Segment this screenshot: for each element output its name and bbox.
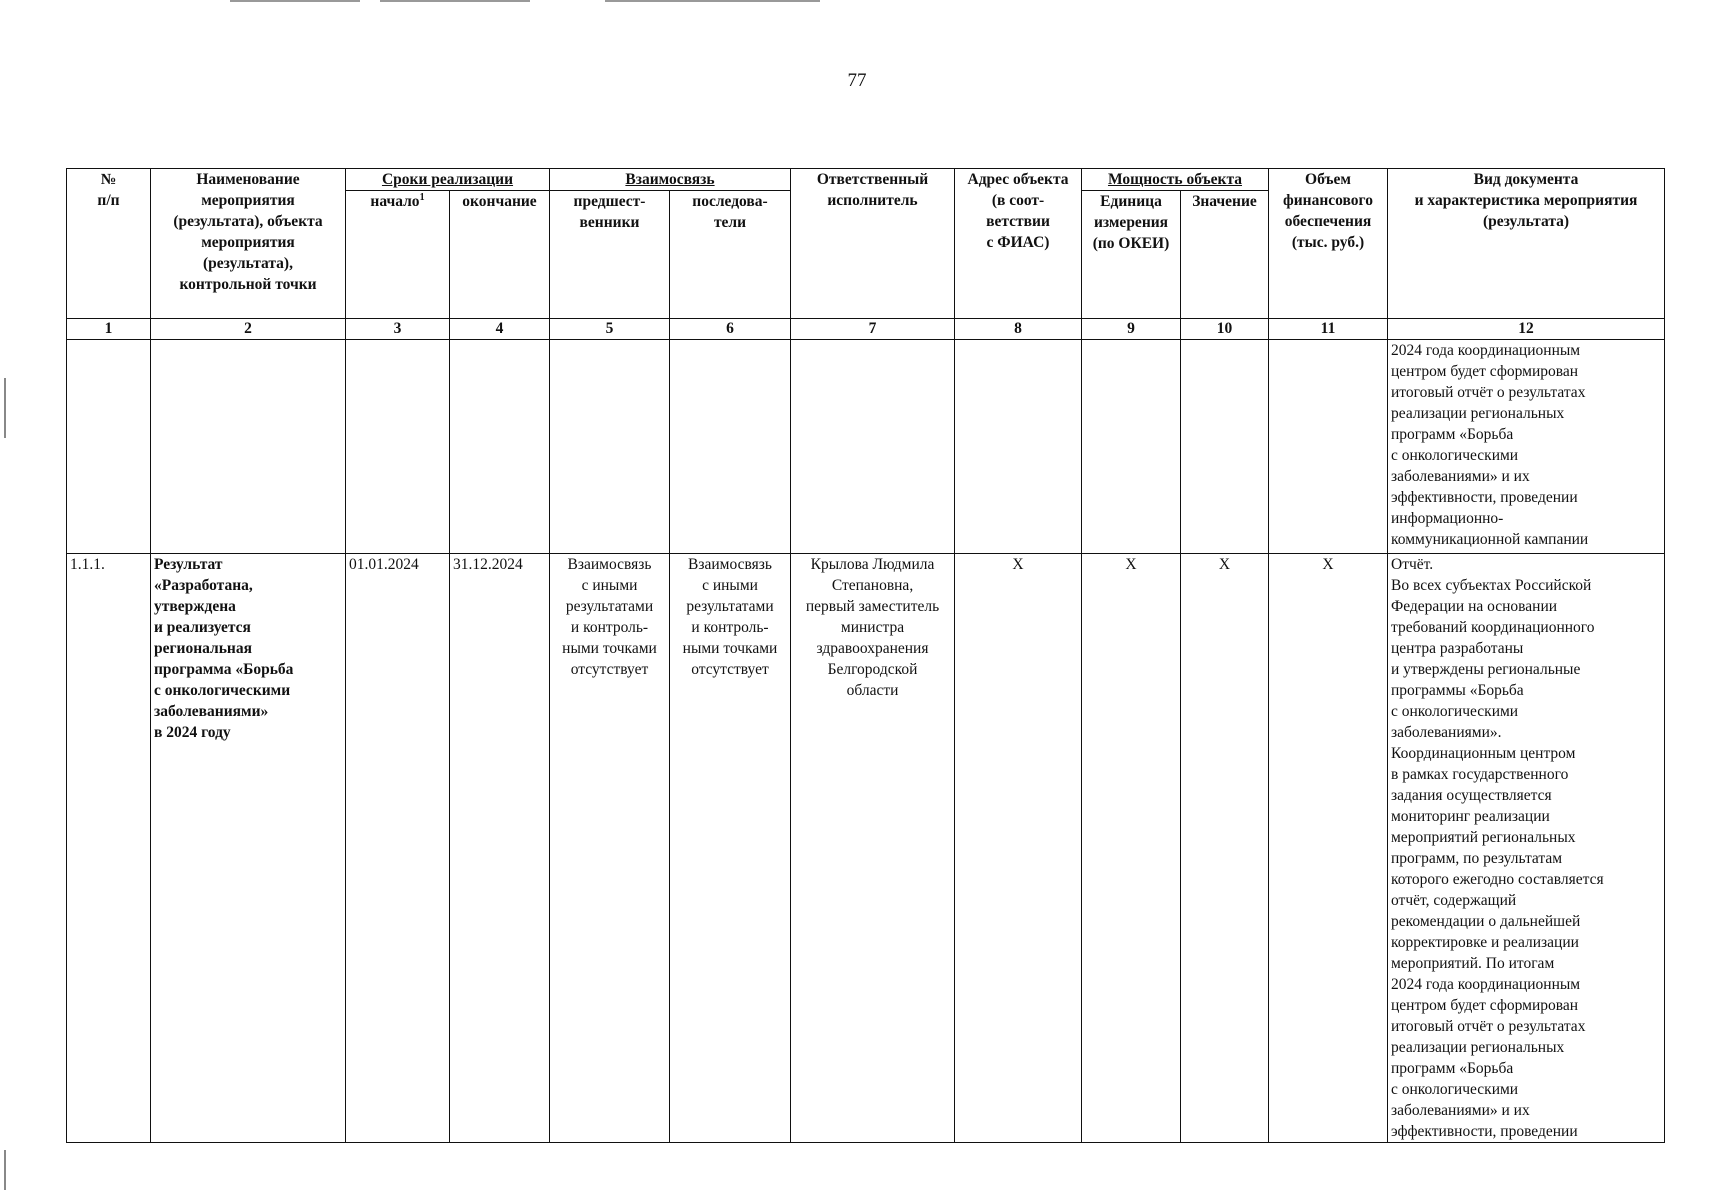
header-address: Адрес объекта (в соот- ветствии с ФИАС) <box>955 169 1082 319</box>
column-number: 11 <box>1269 319 1388 340</box>
row-number <box>67 340 151 554</box>
column-number: 10 <box>1181 319 1269 340</box>
row-value: Х <box>1181 554 1269 1143</box>
header-number: № п/п <box>67 169 151 319</box>
scan-artifact <box>4 378 6 438</box>
column-number: 6 <box>670 319 791 340</box>
header-name: Наименование мероприятия (результата), объекта мероприятия (результата), контрольной точки <box>151 169 346 319</box>
row-name: Результат «Разработана, утверждена и реализуется региональная программа «Борьба с онкологическими заболеваниями» в 2024 году <box>151 554 346 1143</box>
scan-artifact <box>4 1150 6 1190</box>
scan-artifact <box>380 0 530 2</box>
table-row <box>67 340 1665 554</box>
row-unit <box>1082 340 1181 554</box>
row-finance: Х <box>1269 554 1388 1143</box>
header-predecessors: предшест- венники <box>550 191 670 319</box>
row-responsible: Крылова Людмила Степановна, первый заместитель министра здравоохранения Белгородской области <box>791 554 955 1143</box>
header-description: Вид документа и характеристика мероприятия (результата) <box>1388 169 1665 319</box>
header-start <box>346 191 450 319</box>
header-successors: последова- тели <box>670 191 791 319</box>
row-address <box>955 340 1082 554</box>
row-address: Х <box>955 554 1082 1143</box>
row-successors: Взаимосвязь с иными результатами и контроль- ными точками отсутствует <box>670 554 791 1143</box>
row-unit: Х <box>1082 554 1181 1143</box>
header-value: Значение <box>1181 191 1269 319</box>
row-start: 01.01.2024 <box>346 554 450 1143</box>
footnote-marker: 1 <box>419 191 425 203</box>
header-group-links-label: Взаимосвязь <box>625 171 715 188</box>
row-description: 2024 года координационным центром будет сформирован итоговый отчёт о результатах реализации региональных программ «Борьба с онкологическими заболеваниями» и их эффективности, проведении информационно- коммуникационной кампании <box>1388 340 1665 554</box>
column-number: 8 <box>955 319 1082 340</box>
header-group-terms <box>346 169 550 191</box>
header-end: окончание <box>450 191 550 319</box>
row-successors <box>670 340 791 554</box>
page-number: 77 <box>847 70 867 91</box>
column-number: 2 <box>151 319 346 340</box>
row-end: 31.12.2024 <box>450 554 550 1143</box>
header-group-capacity <box>1082 169 1269 191</box>
header-group-capacity-label: Мощность объекта <box>1107 171 1243 188</box>
header-group-terms-label: Сроки реализации <box>381 171 514 188</box>
row-predecessors <box>550 340 670 554</box>
column-number: 5 <box>550 319 670 340</box>
row-number: 1.1.1. <box>67 554 151 1143</box>
scan-artifact <box>230 0 360 2</box>
column-number: 7 <box>791 319 955 340</box>
row-predecessors: Взаимосвязь с иными результатами и контроль- ными точками отсутствует <box>550 554 670 1143</box>
row-name <box>151 340 346 554</box>
column-number: 12 <box>1388 319 1665 340</box>
row-value <box>1181 340 1269 554</box>
column-number: 9 <box>1082 319 1181 340</box>
header-row <box>67 169 1665 191</box>
row-end <box>450 340 550 554</box>
row-responsible <box>791 340 955 554</box>
header-group-links <box>550 169 791 191</box>
header-start-label: начало <box>370 193 420 210</box>
header-finance: Объем финансового обеспечения (тыс. руб.) <box>1269 169 1388 319</box>
table-row <box>67 554 1665 1143</box>
column-number-row <box>67 319 1665 340</box>
row-description: Отчёт. Во всех субъектах Российской Федерации на основании требований координационного центра разработаны и утверждены региональные программы «Борьба с онкологическими заболеваниями». Координационным центром в рамках государственного задания осуществляется мониторинг реализации мероприятий региональных программ, по результатам которого ежегодно составляется отчёт, содержащий рекомендации о дальнейшей корректировке и реализации мероприятий. По итогам 2024 года координационным центром будет сформирован итоговый отчёт о результатах реализации региональных программ «Борьба с онкологическими заболеваниями» и их эффективности, проведении <box>1388 554 1665 1143</box>
column-number: 3 <box>346 319 450 340</box>
column-number: 1 <box>67 319 151 340</box>
row-finance <box>1269 340 1388 554</box>
scan-artifact <box>605 0 820 2</box>
header-unit: Единица измерения (по ОКЕИ) <box>1082 191 1181 319</box>
header-responsible: Ответственный исполнитель <box>791 169 955 319</box>
plan-table <box>66 168 1665 1143</box>
column-number: 4 <box>450 319 550 340</box>
row-start <box>346 340 450 554</box>
